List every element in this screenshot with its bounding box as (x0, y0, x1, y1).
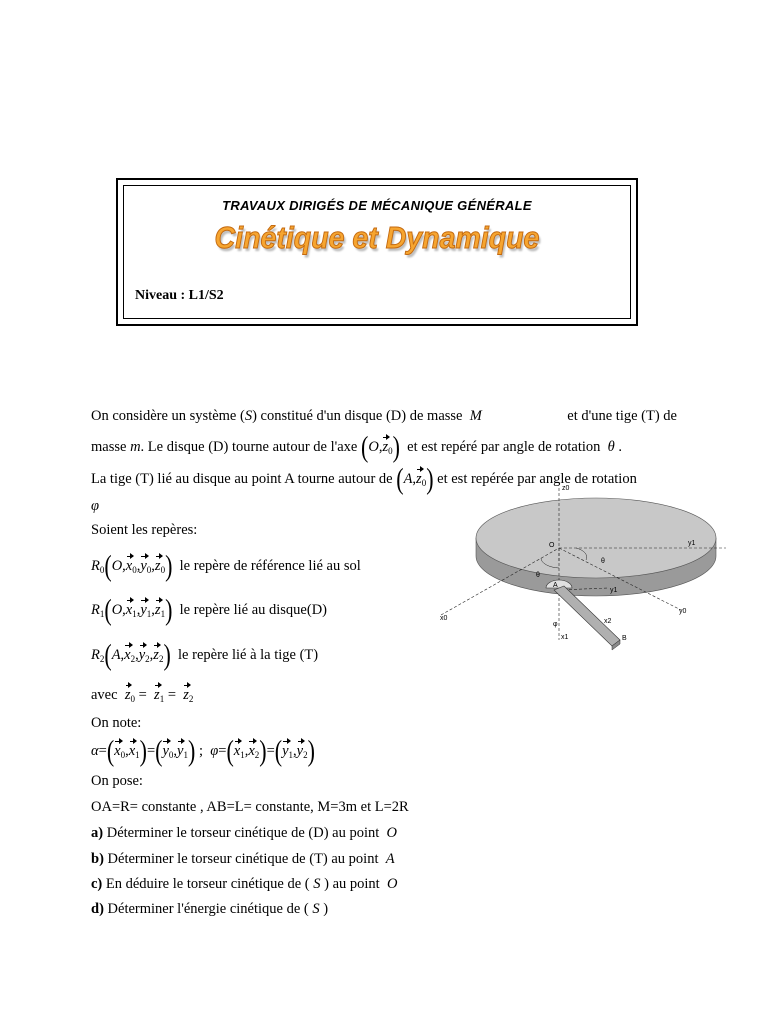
text-span: et est repéré par angle de rotation (407, 439, 601, 455)
text-span: En déduire le torseur cinétique de ( (105, 876, 310, 892)
math-point: O (386, 825, 398, 841)
math-S: S (244, 408, 253, 424)
question-a (91, 824, 397, 842)
avec-line: avec $z_0 = z_1 = z_2$ (91, 684, 193, 708)
label-x1: x1 (561, 634, 569, 641)
text-span: et est repérée par angle de rotation (437, 471, 637, 487)
header-box (116, 178, 638, 326)
label-O: O (549, 542, 555, 549)
label-theta-2: θ (601, 558, 605, 565)
disk-top (476, 498, 716, 578)
math-point: A (385, 851, 395, 867)
paragraph-line-1 (91, 407, 677, 425)
paragraph-line-2: masse m. Le disque (D) tourne autour de l'axe $(O,z_0)$ et est repéré par angle de rotation θ . (91, 429, 623, 464)
label-y1: y1 (688, 540, 696, 547)
text-span: le repère de référence lié au sol (179, 558, 361, 574)
label-y1b: y1 (610, 587, 618, 594)
label-phi: φ (553, 621, 558, 628)
label-theta-1: θ (536, 572, 540, 579)
question-label: a) (91, 825, 104, 841)
text-span: . Le disque (D) tourne autour de l'axe (140, 439, 358, 455)
pose-values-line: OA=R= constante , AB=L= constante, M=3m et L=2R (91, 799, 409, 815)
level-label: Niveau : L1/S2 (135, 288, 224, 303)
question-label: c) (91, 876, 103, 892)
course-title: TRAVAUX DIRIGÉS DE MÉCANIQUE GÉNÉRALE (222, 198, 532, 213)
text-span: La tige (T) lié au disque au point A tourne autour de (91, 471, 393, 487)
disk-rod-figure (436, 480, 764, 660)
text-span: ) au point (324, 876, 380, 892)
math-m: m (130, 439, 141, 455)
text-span: ) constitué d'un disque (D) de masse (252, 408, 463, 424)
math-S: S (312, 901, 320, 917)
label-A: A (553, 582, 558, 589)
math-theta: θ (607, 439, 615, 455)
math-point: O (386, 876, 398, 892)
question-d (91, 900, 328, 918)
math-phi: φ (91, 498, 100, 514)
text-span: Déterminer le torseur cinétique de (T) au point (107, 851, 379, 867)
question-b (91, 850, 395, 868)
question-c (91, 875, 397, 893)
text-span: le repère lié au disque(D) (179, 602, 327, 618)
phi-line (91, 497, 99, 515)
frame-R2: $R_2(A,x_2,y_2,z_2)$ le repère lié à la tige (T) (91, 637, 319, 672)
paragraph-line-3: La tige (T) lié au disque au point A tourne autour de $(A,z_0)$ et est repérée par angle de rotation (91, 461, 637, 496)
text-span: avec (91, 687, 118, 703)
question-label: b) (91, 851, 104, 867)
on-pose-line: On pose: (91, 773, 143, 789)
math-M: M (469, 408, 482, 424)
label-x0: x0 (440, 615, 448, 622)
header-inner (123, 185, 631, 319)
label-z0: z0 (562, 485, 570, 492)
text-span: Déterminer l'énergie cinétique de ( (107, 901, 309, 917)
frame-R1: $R_1(O,x_1,y_1,z_1)$ le repère lié au disque(D) (91, 592, 327, 627)
text-span: le repère lié à la tige (T) (178, 647, 319, 663)
text-span: masse (91, 439, 127, 455)
label-y0: y0 (679, 608, 687, 615)
soient-line: Soient les repères: (91, 522, 198, 538)
text-span: On considère un système ( (91, 408, 245, 424)
on-note-line: On note: (91, 715, 142, 731)
text-span: ) (323, 901, 329, 917)
math-S: S (313, 876, 321, 892)
text-span: et d'une tige (T) de (567, 408, 677, 424)
angles-line: $\alpha=(x_0,x_1)=(y_0,y_1)$ ; $\varphi=(x_1,x_2)=(y_1,y_2)$ (91, 733, 315, 768)
frame-R0: $R_0(O,x_0,y_0,z_0)$ le repère de référence lié au sol (91, 548, 361, 583)
label-B: B (622, 635, 627, 642)
question-label: d) (91, 901, 104, 917)
text-span: Déterminer le torseur cinétique de (D) au point (106, 825, 380, 841)
chapter-title: Cinétique et Dynamique (214, 220, 540, 255)
label-x2: x2 (604, 618, 612, 625)
